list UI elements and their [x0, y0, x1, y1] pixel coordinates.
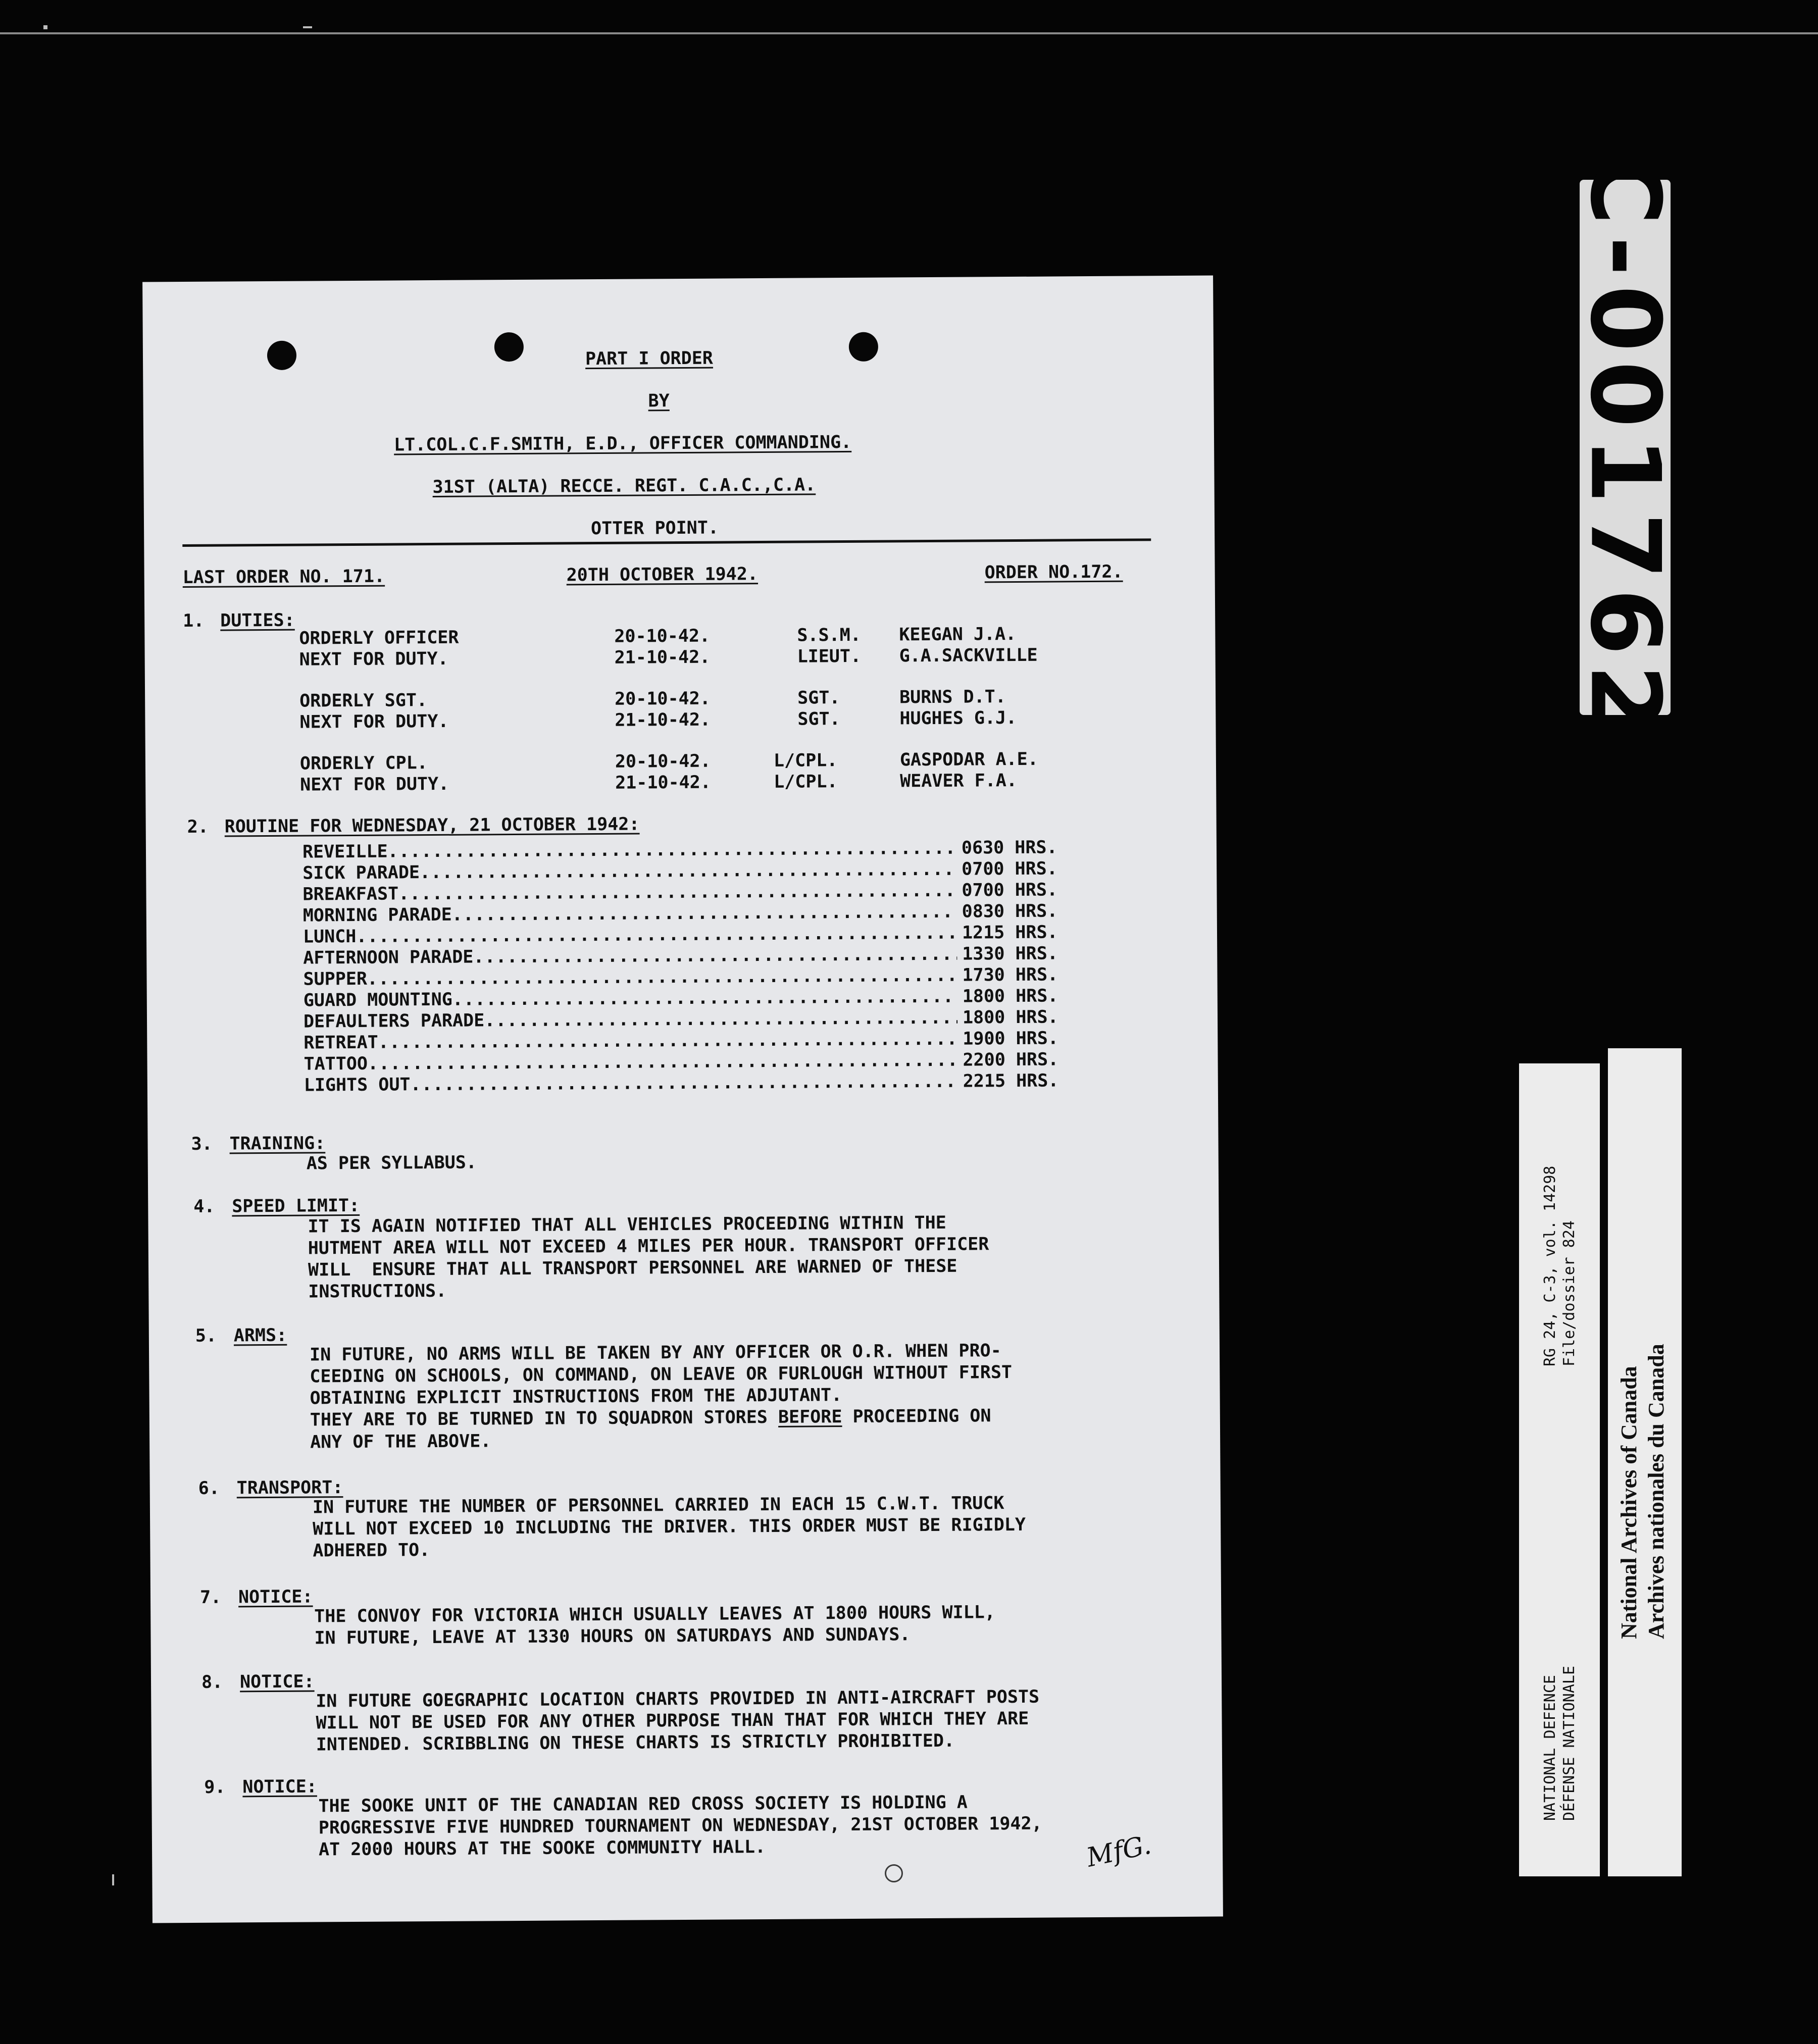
routine-label: GUARD MOUNTING	[303, 989, 452, 1011]
archive-reference-label	[1519, 1063, 1600, 1876]
routine-time: 0630 HRS.	[961, 837, 1057, 858]
duty-role: ORDERLY CPL.	[299, 753, 428, 774]
training-heading: TRAINING:	[229, 1133, 326, 1154]
transport-heading: TRANSPORT:	[236, 1477, 343, 1499]
punch-hole	[267, 341, 296, 370]
duty-role: NEXT FOR DUTY.	[299, 711, 449, 733]
leader-dots	[484, 1008, 957, 1031]
duty-rank: L/CPL.	[773, 750, 838, 771]
duty-role: ORDERLY OFFICER	[299, 627, 459, 649]
speed-limit-number: 4.	[193, 1196, 215, 1217]
leader-dots	[368, 1050, 958, 1074]
film-speck	[303, 26, 312, 28]
speed-limit-heading: SPEED LIMIT:	[232, 1195, 360, 1217]
dept-english: NATIONAL DEFENCE	[1541, 1675, 1559, 1821]
routine-label: LIGHTS OUT	[304, 1075, 411, 1096]
routine-time: 0700 HRS.	[962, 858, 1058, 880]
routine-time: 1215 HRS.	[962, 922, 1058, 943]
microfilm-frame-line	[0, 32, 1818, 34]
by-line: BY	[648, 391, 670, 412]
order-document	[142, 276, 1223, 1923]
archive-name-french: Archives nationales du Canada	[1644, 1344, 1669, 1639]
routine-time: 2200 HRS.	[963, 1049, 1059, 1070]
leader-dots	[452, 902, 957, 925]
duty-rank: SGT.	[797, 709, 840, 730]
routine-label: REVEILLE	[302, 841, 388, 862]
leader-dots	[452, 987, 957, 1010]
duty-date: 21-10-42.	[614, 647, 711, 668]
leader-dots	[410, 1071, 958, 1095]
routine-time: 1730 HRS.	[962, 964, 1058, 986]
reel-number-strip	[1569, 155, 1681, 740]
archive-name-english: National Archives of Canada	[1617, 1366, 1641, 1639]
duty-date: 20-10-42.	[615, 688, 711, 709]
leader-dots	[387, 838, 956, 862]
film-speck	[885, 1864, 903, 1882]
duty-name: KEEGAN J.A.	[899, 624, 1017, 645]
archive-file: File/dossier 824	[1560, 1220, 1578, 1366]
duty-rank: L/CPL.	[774, 772, 838, 792]
routine-time: 1900 HRS.	[963, 1028, 1059, 1049]
reel-number: C-001762	[1569, 155, 1681, 740]
duties-number: 1.	[183, 610, 205, 632]
training-body: AS PER SYLLABUS.	[306, 1152, 477, 1174]
notice-8-heading: NOTICE:	[239, 1671, 315, 1693]
punch-hole	[494, 332, 524, 362]
routine-time: 2215 HRS.	[963, 1070, 1059, 1092]
arms-text: PROCEEDING ON	[842, 1406, 991, 1427]
notice-9-heading: NOTICE:	[242, 1776, 317, 1798]
notice-8-number: 8.	[201, 1672, 223, 1693]
duty-rank: S.S.M.	[797, 625, 861, 646]
routine-number: 2.	[187, 816, 209, 837]
leader-dots	[473, 944, 957, 967]
duty-role: NEXT FOR DUTY.	[299, 648, 448, 670]
punch-hole	[849, 332, 878, 362]
arms-heading: ARMS:	[233, 1325, 287, 1346]
arms-text: THEY ARE TO BE TURNED IN TO SQUADRON STORES	[310, 1407, 779, 1430]
routine-time: 1800 HRS.	[962, 1007, 1058, 1028]
duty-rank: SGT.	[797, 688, 840, 708]
routine-time: 1800 HRS.	[962, 986, 1058, 1007]
routine-time: 0700 HRS.	[962, 880, 1058, 901]
arms-body-last: ANY OF THE ABOVE.	[310, 1431, 491, 1453]
routine-label: DEFAULTERS PARADE	[303, 1010, 485, 1032]
leader-dots	[367, 965, 957, 989]
notice-7-body: THE CONVOY FOR VICTORIA WHICH USUALLY LEAVES AT 1800 HOURS WILL, IN FUTURE, LEAVE AT 1330 HOURS ON SATURDAYS AND SUNDAYS.	[314, 1602, 995, 1649]
arms-body-line	[310, 1406, 991, 1430]
header-rule	[182, 538, 1151, 547]
notice-9-number: 9.	[204, 1777, 226, 1798]
duty-rank: LIEUT.	[797, 646, 862, 667]
routine-label: TATTOO	[304, 1053, 368, 1075]
routine-label: SICK PARADE	[302, 862, 420, 884]
duty-name: G.A.SACKVILLE	[899, 645, 1038, 667]
transport-number: 6.	[198, 1478, 220, 1499]
unit-line: 31ST (ALTA) RECCE. REGT. C.A.C.,C.A.	[432, 475, 816, 498]
document-title: PART I ORDER	[585, 348, 714, 370]
duties-heading: DUTIES:	[220, 610, 295, 631]
speed-limit-body: IT IS AGAIN NOTIFIED THAT ALL VEHICLES PROCEEDING WITHIN THE HUTMENT AREA WILL NOT EXCEED 4 MILES PER HOUR. TRANSPORT OFFICER WILL ENSURE THAT ALL TRANSPORT PERSONNEL ARE WARNED OF THESE INSTRUCTIONS.	[308, 1212, 989, 1302]
transport-body: IN FUTURE THE NUMBER OF PERSONNEL CARRIED IN EACH 15 C.W.T. TRUCK WILL NOT EXCEED 10 INCLUDING THE DRIVER. THIS ORDER MUST BE RIGIDLY ADHERED TO.	[312, 1493, 1026, 1561]
film-speck	[43, 25, 47, 29]
routine-time: 1330 HRS.	[962, 943, 1058, 964]
duty-name: GASPODAR A.E.	[899, 749, 1038, 771]
order-number: ORDER NO.172.	[984, 561, 1123, 583]
training-number: 3.	[191, 1134, 213, 1154]
film-speck	[112, 1874, 114, 1885]
leader-dots	[378, 1029, 958, 1053]
location-line: OTTER POINT.	[590, 518, 719, 539]
notice-9-body: THE SOOKE UNIT OF THE CANADIAN RED CROSS SOCIETY IS HOLDING A PROGRESSIVE FIVE HUNDRED TOURNAMENT ON WEDNESDAY, 21ST OCTOBER 1942, AT 2000 HOURS AT THE SOOKE COMMUNITY HALL.	[318, 1792, 1042, 1860]
leader-dots	[420, 859, 956, 883]
officer-line: LT.COL.C.F.SMITH, E.D., OFFICER COMMANDING.	[393, 432, 852, 455]
leader-dots	[398, 881, 957, 904]
notice-7-heading: NOTICE:	[238, 1587, 313, 1608]
routine-label: RETREAT	[304, 1032, 378, 1053]
routine-row	[304, 1070, 1074, 1096]
duty-name: BURNS D.T.	[899, 687, 1006, 708]
routine-label: SUPPER	[303, 968, 368, 990]
routine-label: MORNING PARADE	[302, 904, 452, 926]
routine-schedule	[302, 837, 1074, 1096]
duty-date: 21-10-42.	[615, 772, 711, 793]
duty-name: WEAVER F.A.	[900, 770, 1018, 792]
duty-date: 21-10-42.	[615, 709, 711, 731]
arms-emphasis: BEFORE	[778, 1407, 842, 1427]
archive-name-label	[1608, 1048, 1682, 1876]
duty-name: HUGHES G.J.	[899, 707, 1017, 729]
leader-dots	[356, 923, 957, 947]
arms-body: IN FUTURE, NO ARMS WILL BE TAKEN BY ANY OFFICER OR O.R. WHEN PRO- CEEDING ON SCHOOLS, ON COMMAND, ON LEAVE OR FURLOUGH WITHOUT FIRST OBTAINING EXPLICIT INSTRUCTIONS FROM THE ADJUTANT.	[309, 1341, 1013, 1409]
routine-heading: ROUTINE FOR WEDNESDAY, 21 OCTOBER 1942:	[224, 814, 640, 837]
handwritten-initials: MfG.	[1084, 1829, 1154, 1873]
last-order-number: LAST ORDER NO. 171.	[182, 566, 385, 588]
notice-7-number: 7.	[199, 1587, 222, 1608]
duty-date: 20-10-42.	[614, 626, 711, 647]
order-date: 20TH OCTOBER 1942.	[566, 564, 759, 586]
arms-number: 5.	[195, 1325, 217, 1346]
routine-label: AFTERNOON PARADE	[303, 947, 474, 968]
duty-date: 20-10-42.	[615, 751, 711, 772]
notice-8-body: IN FUTURE GOEGRAPHIC LOCATION CHARTS PROVIDED IN ANTI-AIRCRAFT POSTS WILL NOT BE USED FOR ANY OTHER PURPOSE THAN THAT FOR WHICH THEY ARE INTENDED. SCRIBBLING ON THESE CHARTS IS STRICTLY PROHIBITED.	[316, 1687, 1040, 1755]
duty-role: NEXT FOR DUTY.	[300, 774, 449, 795]
routine-label: BREAKFAST	[302, 884, 399, 905]
routine-time: 0830 HRS.	[962, 901, 1058, 922]
archive-volume: RG 24, C-3, vol. 14298	[1541, 1165, 1559, 1366]
dept-french: DÉFENSE NATIONALE	[1560, 1665, 1578, 1821]
duty-role: ORDERLY SGT.	[299, 690, 428, 711]
routine-label: LUNCH	[302, 926, 357, 947]
